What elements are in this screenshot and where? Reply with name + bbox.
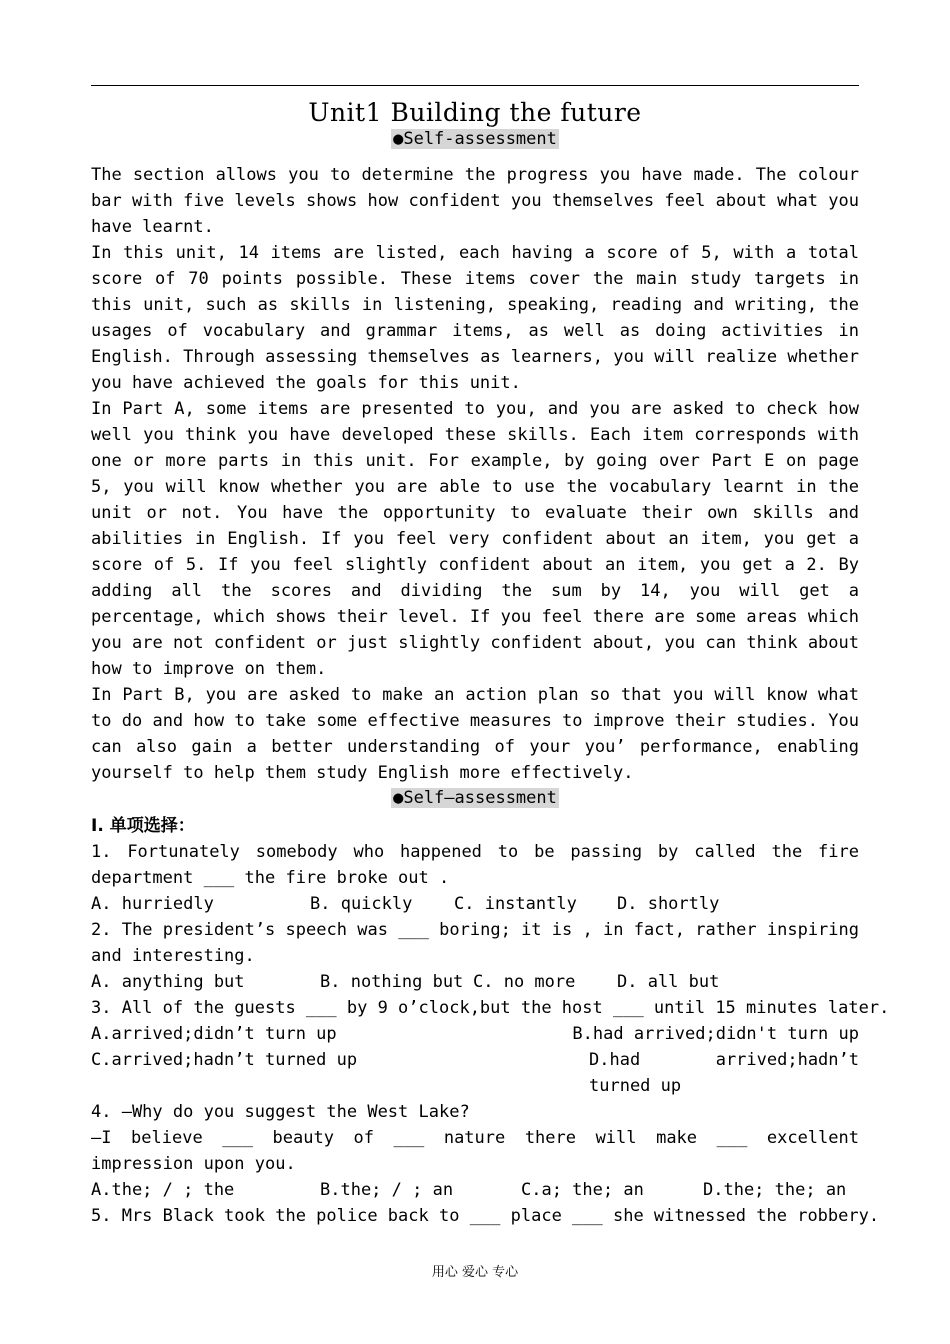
section-label-multiple-choice: I. 单项选择： [91, 816, 195, 836]
option-c: C.arrived;hadn’t turned up [91, 1050, 358, 1070]
heading-text: ●Self—assessment [393, 788, 557, 808]
intro-paragraph-4: In Part B, you are asked to make an action plan so that you will know what to do and how to take some effective measures to improve their studies. You can also gain a better understanding of your you’ performance, enabling yourself to help them study English more effectively. [91, 685, 859, 783]
option-a: A.the; / ; the [91, 1180, 235, 1200]
intro-paragraph-3: In Part A, some items are presented to you, and you are asked to check how well you think you have developed these skills. Each item corresponds with one or more parts in this unit. For example, by going over Part E on page 5, you will know whether you are able to use the vocabulary learnt in the unit or not. You have the opportunity to evaluate their own skills and abilities in English. If you feel very confident about an item, you get a score of 5. If you feel slightly confident about an item, you get a 2. By adding all the scores and dividing the sum by 14, you will get a percentage, which shows their level. If you feel there are some areas which you are not confident or just slightly confident about, you can think about how to improve on them. [91, 399, 859, 679]
page-footer: 用心 爱心 专心 [431, 1265, 519, 1280]
option-a: A. anything but [91, 972, 245, 992]
question-5 [91, 1203, 880, 1229]
question-options [91, 891, 859, 917]
question-1 [91, 839, 859, 917]
question-options-row-2 [91, 1047, 859, 1099]
option-c: C.a; the; an [521, 1180, 644, 1200]
option-a: A. hurriedly [91, 894, 214, 914]
question-stem: 4. —Why do you suggest the West Lake? [91, 1102, 470, 1122]
question-options [91, 1177, 859, 1203]
option-b: B.the; / ; an [320, 1180, 454, 1200]
question-stem: 1. Fortunately somebody who happened to be passing by called the fire department ___ the fire broke out . [91, 842, 859, 888]
question-stem: 2. The president’s speech was ___ boring; it is , in fact, rather inspiring and interesting. [91, 920, 859, 966]
option-a: A.arrived;didn’t turn up [91, 1024, 337, 1044]
section-heading-self-assessment-2 [0, 788, 950, 808]
question-stem-reply: —I believe ___ beauty of ___ nature there will make ___ excellent impression upon you. [91, 1128, 859, 1174]
question-stem: 3. All of the guests ___ by 9 o’clock,but the host ___ until 15 minutes later. [91, 998, 890, 1018]
option-d: D. shortly [617, 894, 720, 914]
option-b: B. nothing but [320, 972, 464, 992]
intro-paragraph-2: In this unit, 14 items are listed, each having a score of 5, with a total score of 70 points possible. These items cover the main study targets in this unit, such as skills in listening, speaking, reading and writing, the usages of vocabulary and grammar items, as well as doing activities in English. Through assessing themselves as learners, you will realize whether you have achieved the goals for this unit. [91, 243, 859, 393]
option-d: D.had arrived;hadn’t turned up [589, 1050, 859, 1096]
option-c: C. no more [473, 972, 576, 992]
top-rule [91, 85, 859, 86]
intro-paragraph-1: The section allows you to determine the progress you have made. The colour bar with five levels shows how confident you themselves feel about what you have learnt. [91, 165, 859, 237]
option-c: C. instantly [454, 894, 577, 914]
option-d: D.the; the; an [703, 1180, 847, 1200]
page-title: Unit1 Building the future [308, 98, 642, 127]
question-options [91, 969, 859, 995]
heading-text: ●Self-assessment [393, 129, 557, 149]
section-heading-self-assessment [0, 129, 950, 149]
option-d: D. all but [617, 972, 720, 992]
option-b: B. quickly [310, 894, 413, 914]
option-b: B.had arrived;didn't turn up [572, 1024, 859, 1044]
question-stem: 5. Mrs Black took the police back to ___ place ___ she witnessed the robbery. [91, 1206, 880, 1226]
question-2 [91, 917, 859, 995]
question-options-row-1 [91, 1021, 859, 1047]
question-3 [91, 995, 890, 1099]
question-4 [91, 1099, 859, 1203]
intro-text [91, 162, 859, 786]
